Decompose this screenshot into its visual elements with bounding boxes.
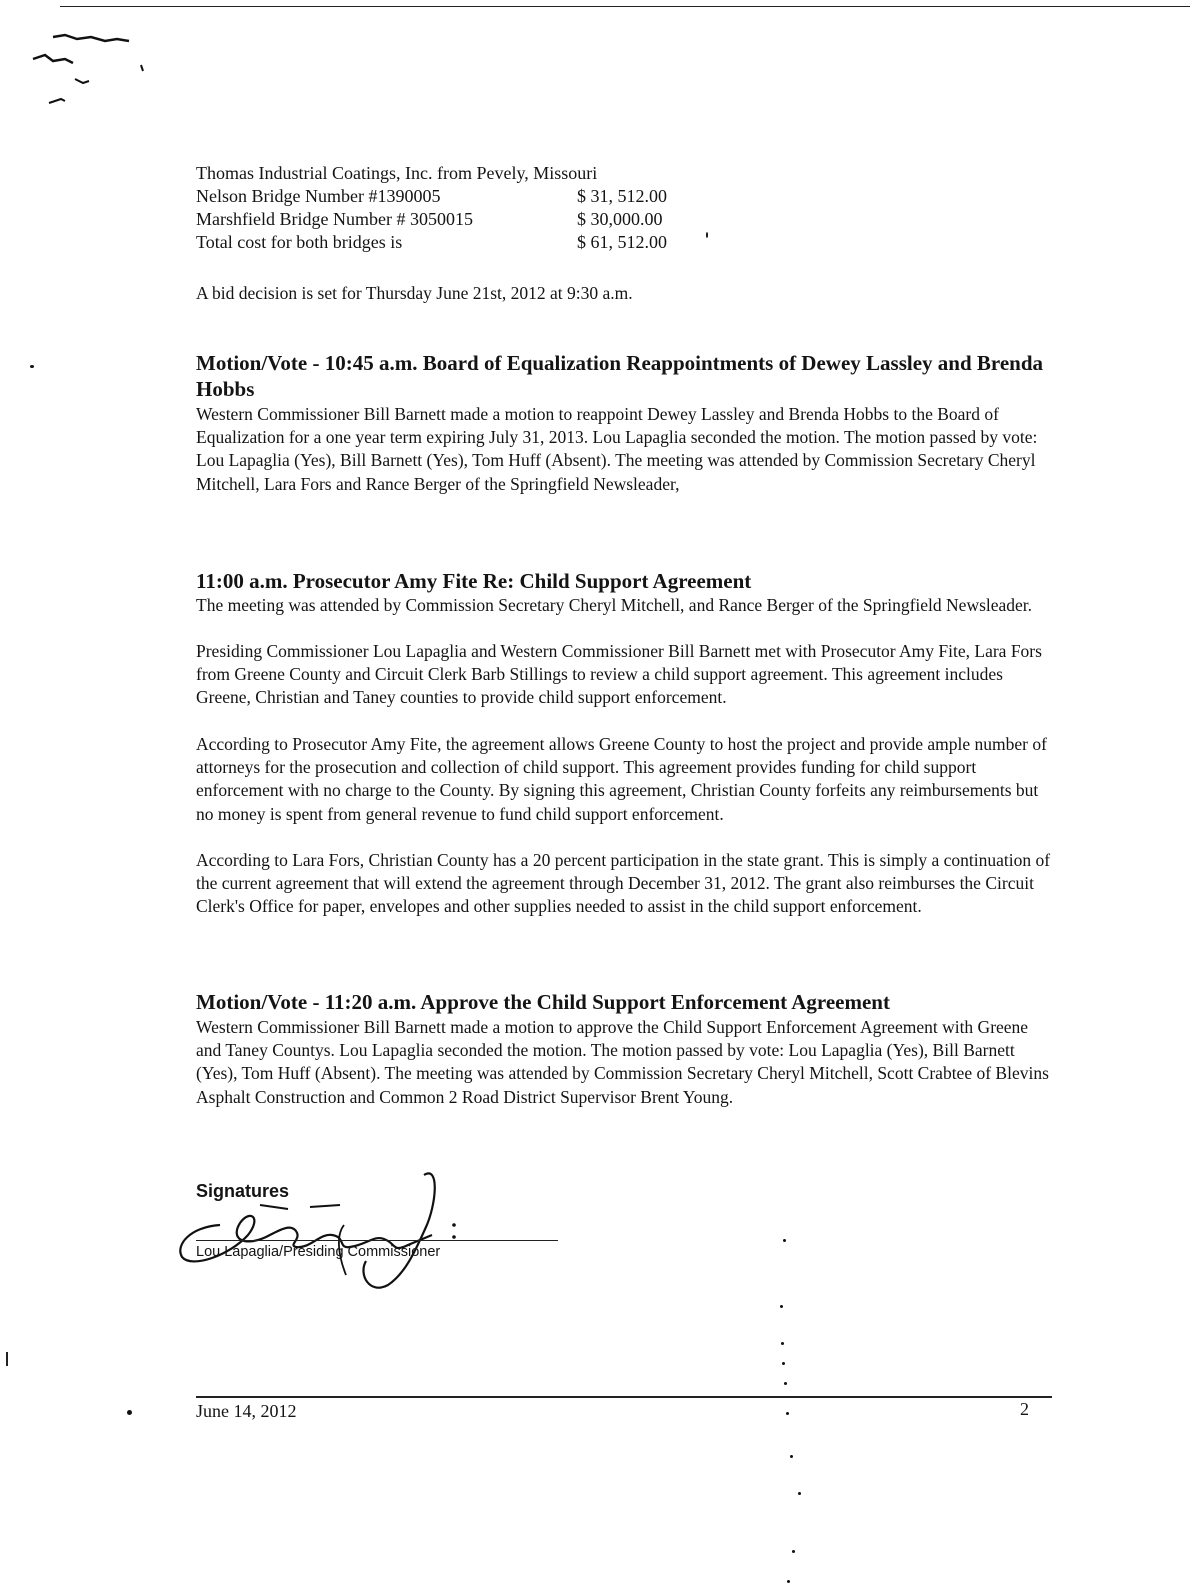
paragraph-meeting: Presiding Commissioner Lou Lapaglia and Western Commissioner Bill Barnett met with Prosecutor Amy Fite, Lara Fors from Greene County and Circuit Clerk Barb Stillings to review a child support agreement. This agreement includes Greene, Christian and Taney counties to provide child support enforcement.: [196, 641, 1042, 708]
paragraph-prosecutor: According to Prosecutor Amy Fite, the agreement allows Greene County to host the project and provide ample number of attorneys for the prosecution and collection of child support. This agreement provides funding for child support enforcement with no charge to the County. By signing this agreement, Christian County forfeits any reimbursements but no money is spent from general revenue to fund child support enforcement.: [196, 734, 1047, 824]
bid-company: Thomas Industrial Coatings, Inc. from Pevely, Missouri: [196, 163, 598, 183]
section-body-equalization: Western Commissioner Bill Barnett made a motion to reappoint Dewey Lassley and Brenda Hobbs to the Board of Equalization for a one year term expiring July 31, 2013. Lou Lapaglia seconded the motion. The motion passed by vote: Lou Lapaglia (Yes), Bill Barnett (Yes), Tom Huff (Absent). The meeting was attended by Commission Secretary Cheryl Mitchell, Lara Fors and Rance Berger of the Springfield Newsleader,: [196, 404, 1038, 494]
bid-row-amount: $ 30,000.00: [577, 209, 663, 229]
left-scan-mark: [6, 1352, 8, 1366]
footer-date: June 14, 2012: [196, 1401, 297, 1421]
scan-speck: [30, 365, 34, 368]
scan-speck: [798, 1492, 801, 1495]
section-heading-equalization: Motion/Vote - 10:45 a.m. Board of Equalization Reappointments of Dewey Lassley and Brenda Hobbs: [196, 351, 1044, 401]
scan-noise-mark: [25, 25, 145, 115]
scan-speck: [781, 1342, 784, 1345]
section-body-enforcement: Western Commissioner Bill Barnett made a motion to approve the Child Support Enforcement Agreement with Greene and Taney Countys. Lou Lapaglia seconded the motion. The motion passed by vote: Lou Lapaglia (Yes), Bill Barnett (Yes), Tom Huff (Absent). The meeting was attended by Commission Secretary Cheryl Mitchell, Scott Crabtee of Blevins Asphalt Construction and Common 2 Road District Supervisor Brent Young.: [196, 1017, 1049, 1107]
bid-row-amount: $ 61, 512.00: [577, 232, 667, 252]
bid-company-row: [196, 162, 716, 185]
bid-row-label: Nelson Bridge Number #1390005: [196, 186, 441, 206]
bid-row: [196, 208, 716, 231]
signatures-title: Signatures: [196, 1181, 290, 1201]
paragraph-attendance: The meeting was attended by Commission Secretary Cheryl Mitchell, and Rance Berger of the Springfield Newsleader.: [196, 595, 1033, 615]
signature-line: [196, 1240, 558, 1241]
scan-speck: [790, 1455, 793, 1458]
bid-row-label: Total cost for both bridges is: [196, 232, 403, 252]
scan-speck: [792, 1550, 795, 1553]
bid-row-amount: $ 31, 512.00: [577, 186, 667, 206]
scan-speck: [127, 1410, 132, 1415]
scan-speck: [784, 1382, 787, 1385]
handwritten-signature: [170, 1165, 470, 1295]
page-number: 2: [1020, 1399, 1029, 1419]
scan-speck: [786, 1412, 789, 1415]
footer-rule: [196, 1396, 1052, 1398]
section-heading-enforcement: Motion/Vote - 11:20 a.m. Approve the Child Support Enforcement Agreement: [196, 990, 890, 1014]
bid-row: [196, 231, 716, 254]
bid-row-label: Marshfield Bridge Number # 3050015: [196, 209, 473, 229]
scan-speck: [782, 1362, 785, 1365]
scan-speck: [783, 1239, 786, 1242]
bid-decision: A bid decision is set for Thursday June 21st, 2012 at 9:30 a.m.: [196, 283, 633, 303]
top-scan-line: [60, 6, 1190, 7]
section-heading-child-support: 11:00 a.m. Prosecutor Amy Fite Re: Child Support Agreement: [196, 569, 752, 593]
bid-row: [196, 185, 716, 208]
scan-speck: [780, 1305, 783, 1308]
scan-speck: [787, 1580, 790, 1583]
signature-caption: Lou Lapaglia/Presiding Commissioner: [196, 1244, 441, 1260]
bid-table: [196, 162, 716, 254]
paragraph-lara-fors: According to Lara Fors, Christian County has a 20 percent participation in the state grant. This is simply a continuation of the current agreement that will extend the agreement through December 31, 2012. The grant also reimburses the Circuit Clerk's Office for paper, envelopes and other supplies needed to assist in the child support enforcement.: [196, 850, 1051, 917]
